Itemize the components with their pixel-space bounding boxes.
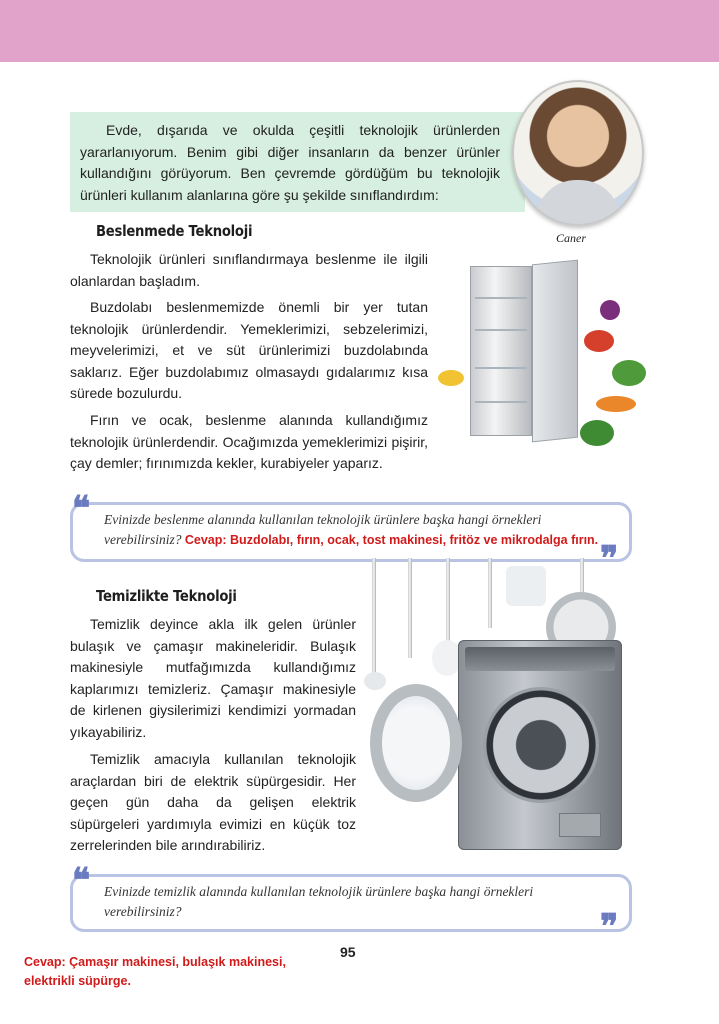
cleaning-paragraph-1: Temizlik deyince akla ilk gelen ürünler bulaşık ve çamaşır makineleridir. Bulaşık makinesiyle mutfağımızda kullandığımız kaplarımızı temizleriz. Çamaşır makinesiyle de kirlenen giysilerimizi kendimizi yormadan yıkayabiliriz. — [70, 616, 356, 740]
page-number: 95 — [340, 944, 356, 960]
answer-nutrition: Cevap: Buzdolabı, fırın, ocak, tost makinesi, fritöz ve mikrodalga fırın. — [184, 533, 599, 547]
whisk-icon — [488, 558, 492, 628]
refrigerator-illustration — [462, 262, 580, 442]
open-quote-icon: ❝ — [72, 861, 91, 901]
close-quote-icon: ❞ — [600, 907, 619, 947]
header-band — [0, 0, 719, 62]
intro-text: Evde, dışarıda ve okulda çeşitli teknolojik ürünlerden yararlanıyorum. Benim gibi diğer insanların da benzer ürünler kullandığını görüyorum. Ben çevremde gördüğüm bu teknolojik ürünleri kullanım alanlarına göre şu şekilde sınıflandırdım: — [80, 122, 500, 203]
greens-icon — [580, 420, 614, 446]
question-cleaning: Evinizde temizlik alanında kullanılan teknolojik ürünlere başka hangi örnekleri verebilirsiniz? — [104, 884, 534, 919]
cup-icon — [506, 566, 546, 606]
lettuce-icon — [612, 360, 646, 386]
caner-portrait — [512, 80, 644, 226]
eggplant-icon — [600, 300, 620, 320]
open-quote-icon: ❝ — [72, 489, 91, 529]
nutrition-paragraph-3: Fırın ve ocak, beslenme alanında kullandığımız teknolojik ürünlerdendir. Ocağımızda yemeklerimizi pişirir, çay demler; fırınımızda kekler, kurabiyeler yaparız. — [70, 412, 428, 471]
nutrition-paragraph-2: Buzdolabı beslenmemizde önemli bir yer tutan teknolojik ürünlerdendir. Yemeklerimizi, sebzelerimizi, meyvelerimizi, et ve süt ürünlerimizi buzdolabında saklarız. Eğer buzdolabımız olmasaydı gıdalarımız kısa sürede bozulurdu. — [70, 299, 428, 401]
question-nutrition: Evinizde beslenme alanında kullanılan teknolojik ürünlere başka hangi örnekleri verebilirsiniz? Cevap: Buzdolabı, fırın, ocak, tost makinesi, fritöz ve mikrodalga fırın. — [104, 512, 599, 547]
washing-machine-illustration — [370, 636, 632, 850]
carrot-icon — [596, 396, 636, 412]
section-heading-nutrition: Beslenmede Teknoloji — [96, 222, 253, 240]
portrait-caption: Caner — [556, 231, 586, 245]
answer-cleaning: Cevap: Çamaşır makinesi, bulaşık makinesi, elektrikli süpürge. — [24, 955, 286, 988]
pepper-icon — [438, 370, 464, 386]
cleaning-paragraph-2: Temizlik amacıyla kullanılan teknolojik araçlardan biri de elektrik süpürgesidir. Her geçen gün daha da gelişen elektrik süpürgeleri yardımıyla evimizi en küçük toz zerrelerinden bile arındırabiliriz. — [70, 751, 356, 853]
section-heading-cleaning: Temizlikte Teknoloji — [96, 587, 237, 605]
close-quote-icon: ❞ — [600, 539, 619, 579]
tomato-icon — [584, 330, 614, 352]
nutrition-paragraph-1: Teknolojik ürünleri sınıflandırmaya beslenme ile ilgili olanlardan başladım. — [70, 251, 428, 289]
